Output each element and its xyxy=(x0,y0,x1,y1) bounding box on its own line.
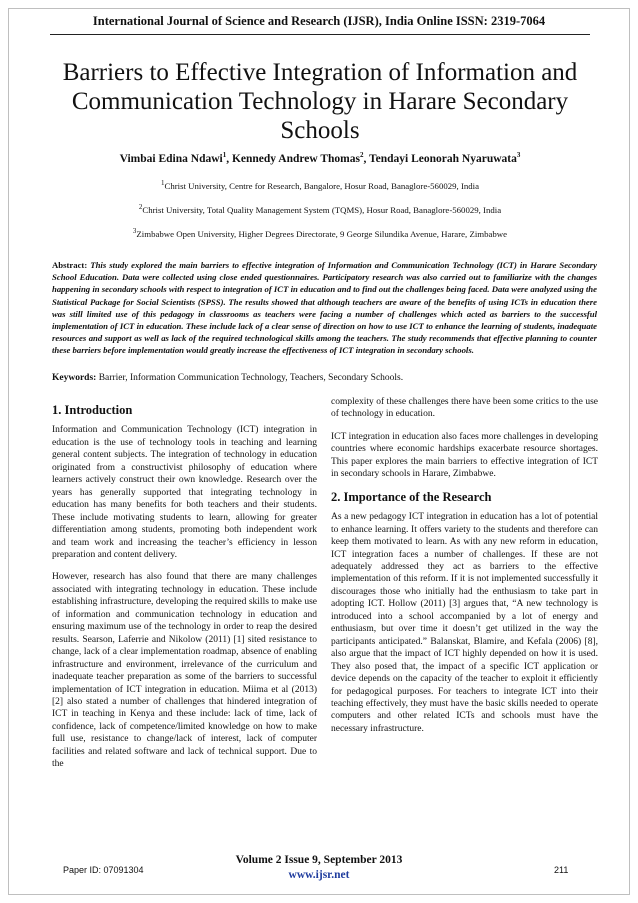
paragraph: However, research has also found that there are many challenges associated with integrating technology in education. These include establishing infrastructure, developing the required skills to make use of information and communication technology in education and ensuring maximum use of the technology in order to reap the desired results. Searson, Laferrie and Nikolow (2011) [1] sited resistance to change, lack of a clear implementation roadmap, absence of enabling infrastructure and environment, irrelevance of the curriculum and inadequate teacher preparation as some of the barriers to successful implementation of ICT integration in education. Miima et al (2013) [2] also stated a number of challenges that hindered integration of ICT in teaching in Kenya and these include: lack of time, lack of confidence, lack of competence/limited knowledge on how to make full use, resistance to change/lack of interest, lack of computer facilities and related software and lack of technical support. Due to the xyxy=(52,572,317,770)
author-sup: 1 xyxy=(222,151,227,160)
keywords-text: Barrier, Information Communication Technology, Teachers, Secondary Schools. xyxy=(98,373,404,383)
abstract-text: This study explored the main barriers to effective integration of Information and Communication Technology (ICT) in Harare Secondary School Education. Data were collected using close ended questionnaires. Participatory research was also carried out to familiarize with the changes happening in secondary schools with respect to integration of ICT in education and to find out the challenges being faced. Data were analyzed using the Statistical Package for Social Scientists (SPSS). The results showed that although teachers are aware of the benefits of using ICTs in education there was still limited use of this pedagogy in classrooms as teachers were facing a number of challenges which acted as barriers to the successful implementation of ICT in education. These include lack of a clear sense of direction on how to use ICT to enhance the learning of students, inadequate resources and support as well as lack of the required technological skills among the teachers. The study recommends that effective planning to counter these barriers before implementation would greatly increase the effectiveness of ICT integration in secondary schools. xyxy=(52,260,598,356)
author-name: Tendayi Leonorah Nyaruwata xyxy=(369,153,517,165)
journal-header: International Journal of Science and Research (IJSR), India Online ISSN: 2319-7064 xyxy=(92,14,546,28)
keywords-label: Keywords: xyxy=(52,373,97,383)
paragraph: Information and Communication Technology (ICT) integration in education is the use of technology tools in teaching and learning general content subjects. The integration of technology in education originated from a constructivist philosophy of education where learners actively construct their own knowledge. Research over the years has generally supported that integrating technology in education has many benefits for both teachers and their students. These include motivating students to learn, allowing for greater differentiation among students, promoting both independent work and team work and increasing the teacher’s efficiency in lesson preparation and content delivery. xyxy=(52,425,317,560)
author-sup: 2 xyxy=(360,151,364,160)
affiliation xyxy=(40,181,600,191)
affiliation-text: Christ University, Total Quality Management System (TQMS), Hosur Road, Banaglore-560029, India xyxy=(142,205,502,215)
affiliation-sup: 3 xyxy=(132,227,137,236)
affiliation xyxy=(40,205,600,215)
paragraph: As a new pedagogy ICT integration in education has a lot of potential to enhance learning. It offers variety to the students and therefore can keep them motivated to learn. As with any new reform in education, ICT integration faces a number of challenges. If these are not adequately addressed they act as barriers to the effective implementation of this reform. If it is not implemented successfully it discourages those who initially had the enthusiasm to take part in adopting ICT. Hollow (2011) [3] argues that, “A new technology is introduced into a school accompanied by a lot of energy and enthusiasm, but over time it doesn’t get utilized in the way the participants anticipated.” Balanskat, Blamire, and Kefala (2006) [8], also argue that the impact of ICT highly depended on how it is used. They also posed that, the impact of a specific ICT application or device depends on the capacity of the teacher to exploit it efficiently for pedagogical purposes. For teachers to integrate ICT into their teaching effectively, they must have the basic skills needed to operate computers and other related ICTs and schools must have the necessary infrastructure. xyxy=(331,512,598,734)
paragraph: complexity of these challenges there have been some critics to the use of technology in education. xyxy=(331,397,598,420)
author-name: Vimbai Edina Ndawi xyxy=(119,153,223,165)
footer-page-number: 211 xyxy=(554,865,569,875)
author-list: Vimbai Edina Ndawi$^1$, Kennedy Andrew Thomas$^2$, Tendayi Leonorah Nyaruwata$^3$ xyxy=(119,151,521,165)
right-column xyxy=(331,396,598,745)
affiliation-text: Zimbabwe Open University, Higher Degrees Directorate, 9 George Silundika Avenue, Harare, Zimbabwe xyxy=(136,229,508,239)
author-name: Kennedy Andrew Thomas xyxy=(231,153,360,165)
keywords xyxy=(52,373,597,383)
paper-title: Barriers to Effective Integration of Information and Communication Technology in Harare Secondary Schools xyxy=(62,59,578,144)
paragraph: ICT integration in education also faces more challenges in developing countries where economic hardships exacerbate resource shortages. This paper explores the main barriers to effective integration of ICT in secondary schools in Harare, Zimbabwe. xyxy=(331,431,598,480)
left-column xyxy=(52,396,317,781)
abstract xyxy=(52,259,597,357)
header-divider xyxy=(50,34,590,35)
affiliation-sup: 2 xyxy=(138,203,143,212)
affiliation-text: Christ University, Centre for Research, Bangalore, Hosur Road, Banaglore-560029, India xyxy=(164,181,480,191)
footer-url-link[interactable]: www.ijsr.net xyxy=(288,869,350,881)
section-heading-introduction: 1. Introduction xyxy=(52,403,133,417)
author-sup: 3 xyxy=(516,151,521,160)
footer-paper-id: Paper ID: 07091304 xyxy=(63,865,144,875)
footer-volume: Volume 2 Issue 9, September 2013 xyxy=(235,854,403,866)
affiliation-sup: 1 xyxy=(160,179,165,188)
section-heading-importance: 2. Importance of the Research xyxy=(331,489,492,504)
abstract-label: Abstract: xyxy=(52,260,88,270)
affiliation xyxy=(40,229,600,239)
